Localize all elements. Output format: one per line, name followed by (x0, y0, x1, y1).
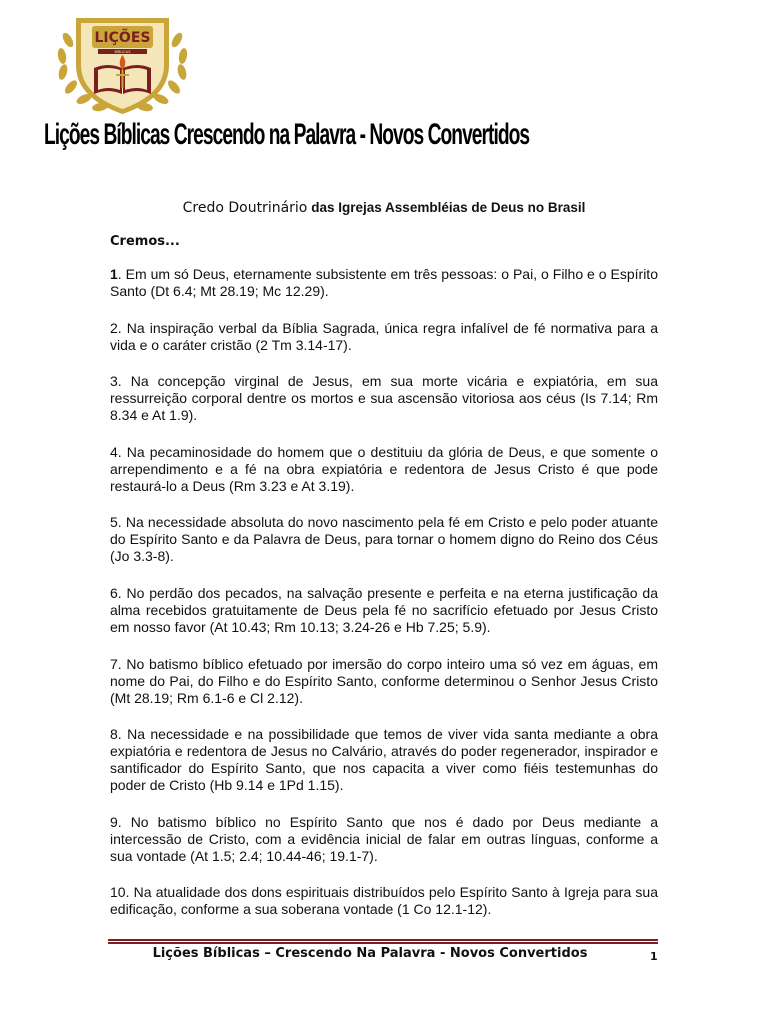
svg-text:LIÇÕES: LIÇÕES (94, 30, 151, 46)
creed-item (110, 884, 658, 918)
creed-item (110, 656, 658, 707)
logo-emblem (46, 10, 199, 118)
creed-item (110, 726, 658, 794)
item-text: . No batismo bíblico efetuado por imersão do corpo inteiro uma só vez em águas, em nome do Pai, do Filho e do Espírito Santo, conforme determinou o Senhor Jesus Cristo (Mt 28.19; Rm 6.1-6 e Cl 2.12). (110, 655, 658, 706)
document-title-part1: Credo Doutrinário (182, 200, 308, 216)
section-intro: Cremos... (110, 234, 180, 249)
creed-item (110, 373, 658, 424)
item-number: 7 (110, 655, 118, 672)
item-number: 4 (110, 443, 118, 460)
item-text: . No batismo bíblico no Espírito Santo que nos é dado por Deus mediante a intercessão de Cristo, com a evidência inicial de falar em outras línguas, conforme a sua vontade (At 1.5; 2.4; 10.44-46; 19.1-7). (110, 813, 658, 864)
item-text: . No perdão dos pecados, na salvação presente e perfeita e na eterna justificação da alma recebidos gratuitamente de Deus pela fé no sacrifício efetuado por Jesus Cristo em nosso favor (At 10.43; Rm 10.13; 3.24-26 e Hb 7.25; 5.9). (110, 584, 658, 635)
item-text: . Na concepção virginal de Jesus, em sua morte vicária e expiatória, em sua ressurreição corporal dentre os mortos e sua ascensão vitoriosa aos céus (Is 7.14; Rm 8.34 e At 1.9). (110, 373, 658, 424)
item-number: 3 (110, 373, 118, 390)
item-number: 5 (110, 514, 118, 531)
item-number: 6 (110, 584, 118, 601)
creed-item (110, 320, 658, 354)
document-title-part2: das Igrejas Assembléias de Deus no Brasil (311, 200, 586, 215)
item-number: 10 (110, 884, 126, 901)
svg-text:BÍBLICAS: BÍBLICAS (114, 50, 131, 54)
item-text: . Na necessidade absoluta do novo nascimento pela fé em Cristo e pelo poder atuante do Espírito Santo e da Palavra de Deus, para tornar o homem digno do Reino dos Céus (Jo 3.3-8). (110, 514, 658, 565)
item-text: . Em um só Deus, eternamente subsistente em três pessoas: o Pai, o Filho e o Espírito Santo (Dt 6.4; Mt 28.19; Mc 12.29). (110, 266, 658, 299)
creed-item (110, 814, 658, 865)
footer-title: Lições Bíblicas – Crescendo Na Palavra - Novos Convertidos (152, 946, 588, 961)
item-number: 2 (110, 319, 118, 336)
item-number: 8 (110, 726, 118, 743)
creed-item (110, 444, 658, 495)
creed-item (110, 514, 658, 565)
creed-item (110, 266, 658, 300)
item-text: . Na atualidade dos dons espirituais distribuídos pelo Espírito Santo à Igreja para sua edificação, conforme a sua soberana vontade (1 Co 12.1-12). (110, 884, 658, 918)
page-number: 1 (650, 950, 658, 963)
creed-list (110, 266, 658, 938)
footer-divider (108, 939, 658, 944)
item-text: . Na necessidade e na possibilidade que temos de viver vida santa mediante a obra expiatória e redentora de Jesus no Calvário, através do poder regenerador, inspirador e santificador do Espírito Santo, que nos capacita a viver como fiéis testemunhas do poder de Cristo (Hb 9.14 e 1Pd 1.15). (110, 726, 658, 794)
item-number: 1 (110, 266, 118, 282)
document-title (110, 199, 658, 216)
item-text: . Na inspiração verbal da Bíblia Sagrada, única regra infalível de fé normativa para a vida e o caráter cristão (2 Tm 3.14-17). (110, 319, 658, 353)
item-number: 9 (110, 813, 118, 830)
item-text: . Na pecaminosidade do homem que o destituiu da glória de Deus, e que somente o arrependimento e a fé na obra expiatória e redentora de Jesus Cristo é que pode restaurá-lo a Deus (Rm 3.23 e At 3.19). (110, 443, 658, 494)
creed-item (110, 585, 658, 636)
brand-title: Lições Bíblicas Crescendo na Palavra - Novos Convertidos (44, 118, 530, 151)
